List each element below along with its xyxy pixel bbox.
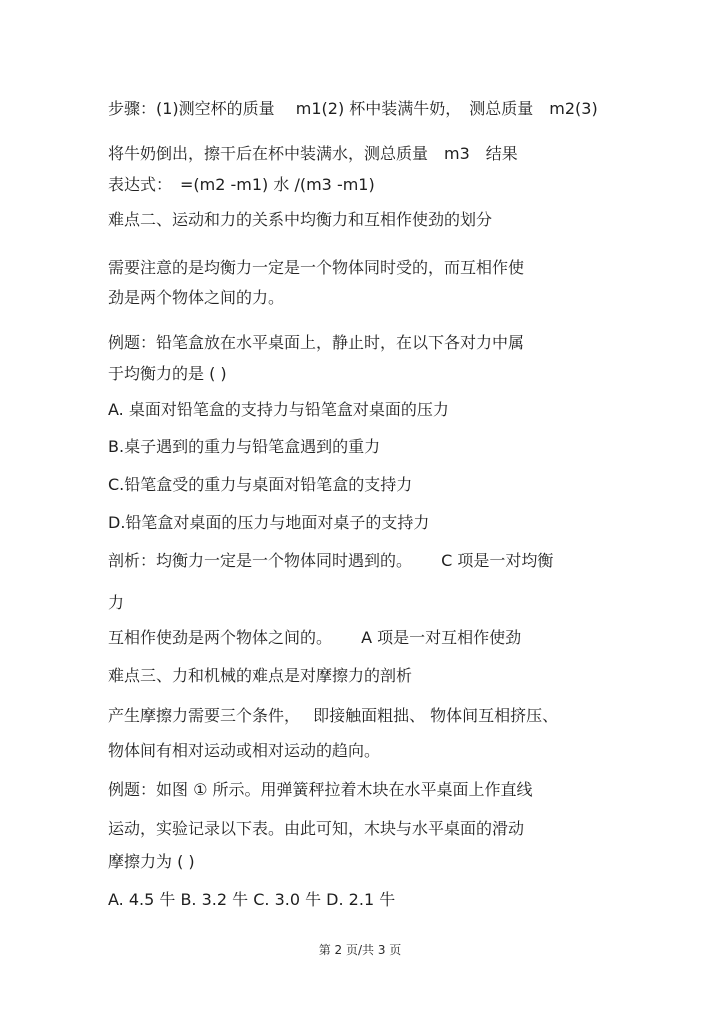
text-line-3: 表达式： =(m2 -m1) 水 /(m3 -m1) (108, 175, 375, 194)
text-line-17: 产生摩擦力需要三个条件， 即接触面粗拙、 物体间互相挤压、 (108, 706, 559, 725)
text-line-6: 劲是两个物体之间的力。 (108, 288, 285, 307)
text-line-5: 需要注意的是均衡力一定是一个物体同时受的，而互相作使 (108, 258, 525, 277)
text-line-14: 力 (108, 593, 125, 612)
text-line-9: A. 桌面对铅笔盒的支持力与铅笔盒对桌面的压力 (108, 400, 449, 419)
text-line-15: 互相作使劲是两个物体之间的。 A 项是一对互相作使劲 (108, 628, 522, 647)
text-line-20: 运动，实验记录以下表。由此可知，木块与水平桌面的滑动 (108, 819, 525, 838)
page-footer: 第 2 页/共 3 页 (318, 943, 402, 957)
text-line-16: 难点三、力和机械的难点是对摩擦力的剖析 (108, 666, 413, 685)
text-line-7: 例题：铅笔盒放在水平桌面上，静止时，在以下各对力中属 (108, 333, 525, 352)
text-line-10: B.桌子遇到的重力与铅笔盒遇到的重力 (108, 437, 381, 456)
text-line-8: 于均衡力的是 ( ) (108, 364, 227, 383)
text-line-19: 例题：如图 ① 所示。用弹簧秤拉着木块在水平桌面上作直线 (108, 780, 533, 799)
text-line-21: 摩擦力为 ( ) (108, 852, 195, 871)
text-line-4: 难点二、运动和力的关系中均衡力和互相作使劲的划分 (108, 210, 493, 229)
text-line-13: 剖析：均衡力一定是一个物体同时遇到的。 C 项是一对均衡 (108, 551, 554, 570)
text-line-2: 将牛奶倒出，擦干后在杯中装满水，测总质量 m3 结果 (108, 144, 518, 163)
text-line-1: 步骤：(1)测空杯的质量 m1(2) 杯中装满牛奶， 测总质量 m2(3) (108, 99, 598, 118)
text-line-12: D.铅笔盒对桌面的压力与地面对桌子的支持力 (108, 513, 430, 532)
text-line-22: A. 4.5 牛 B. 3.2 牛 C. 3.0 牛 D. 2.1 牛 (108, 890, 396, 909)
text-line-18: 物体间有相对运动或相对运动的趋向。 (108, 741, 381, 760)
text-line-11: C.铅笔盒受的重力与桌面对铅笔盒的支持力 (108, 475, 413, 494)
